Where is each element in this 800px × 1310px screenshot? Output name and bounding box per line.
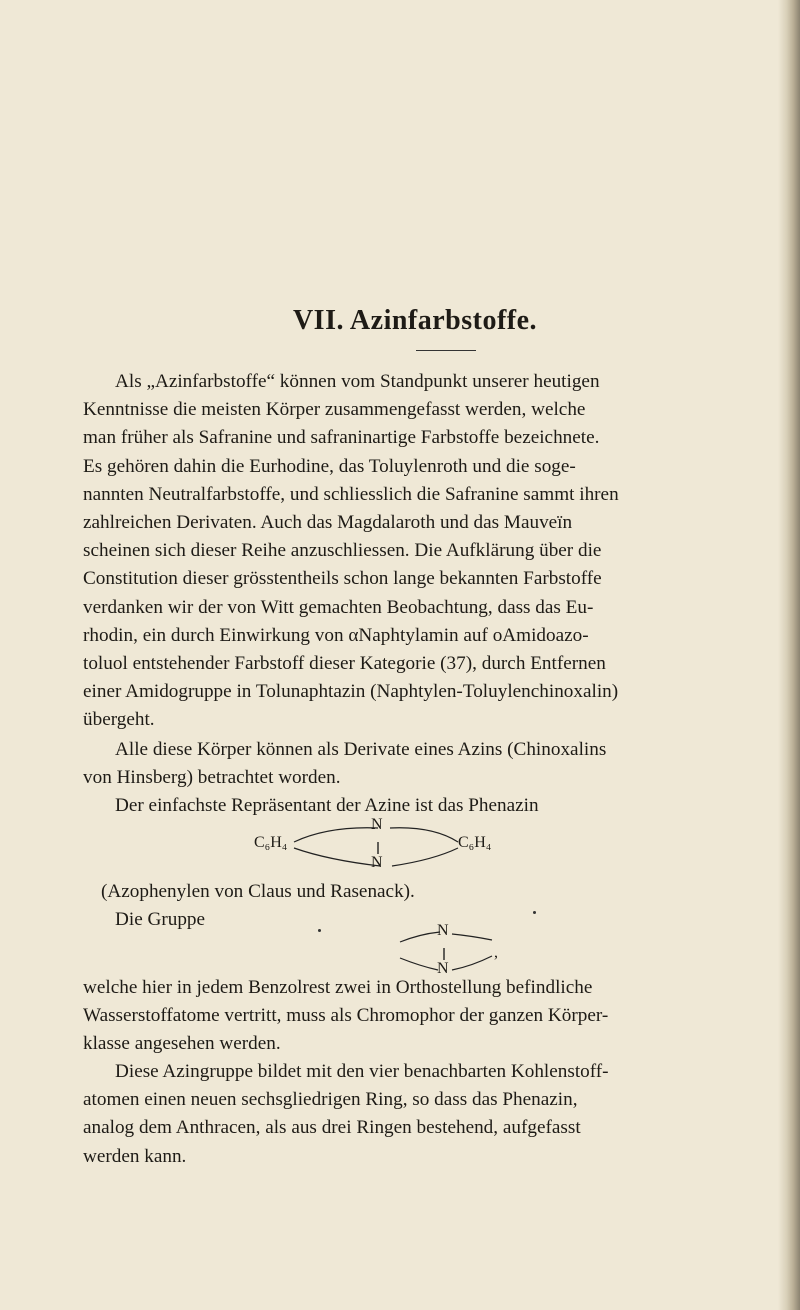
text-line: welche hier in jedem Benzolrest zwei in Orthostellung befindliche <box>83 977 593 998</box>
text-line: Kenntnisse die meisten Körper zusammengefasst werden, welche <box>83 399 586 421</box>
text-line: klasse angesehen werden. <box>83 1033 281 1055</box>
text-line: atomen einen neuen sechsgliedrigen Ring, so dass das Phenazin, <box>83 1089 578 1111</box>
text-line: zahlreichen Derivaten. Auch das Magdalaroth und das Mauveïn <box>83 512 573 534</box>
text-line: Die Gruppe <box>115 909 206 930</box>
text-line: nannten Neutralfarbstoffe, und schliesslich die Safranine sammt ihren <box>83 483 619 505</box>
ink-speck <box>533 911 536 914</box>
text-line: rhodin, ein durch Einwirkung von αNaphtylamin auf oAmidoazo- <box>83 624 589 646</box>
chapter-heading: VII. Azinfarbstoffe. <box>292 305 538 336</box>
text-line: man früher als Safranine und safraninartige Farbstoffe bezeichnete. <box>83 427 600 449</box>
formula-comma: , <box>494 944 498 961</box>
paragraph-phenazin <box>83 792 783 820</box>
text-line: Diese Azingruppe bildet mit den vier benachbarten Kohlenstoff- <box>115 1061 609 1082</box>
text-line: übergeht. <box>83 709 155 731</box>
text-line: Der einfachste Repräsentant der Azine ist das Phenazin <box>115 795 539 816</box>
paragraph-chromophor <box>83 974 783 1059</box>
heading-rule <box>416 350 476 351</box>
ink-speck <box>318 929 321 932</box>
formula-atom-n-top: N <box>371 816 383 833</box>
text-line: (Azophenylen von Claus und Rasenack). <box>101 881 415 902</box>
text-line: analog dem Anthracen, als aus drei Ringen bestehend, aufgefasst <box>83 1117 581 1139</box>
paragraph-derivates <box>83 736 783 792</box>
text-line: toluol entstehender Farbstoff dieser Kategorie (37), durch Entfernen <box>83 653 606 675</box>
text-line: scheinen sich dieser Reihe anzuschliessen. Die Aufklärung über die <box>83 540 602 562</box>
text-line: Es gehören dahin die Eurhodine, das Toluylenroth und die soge- <box>83 455 576 477</box>
formula-bonds <box>360 920 560 980</box>
text-line: Constitution dieser grösstentheils schon lange bekannten Farbstoffe <box>83 568 602 590</box>
formula-atom-n-top: N <box>437 922 449 939</box>
formula-group-right: C₆H₄ <box>458 834 492 851</box>
formula-atom-n-bottom: N <box>437 960 449 977</box>
paragraph-ring <box>83 1058 783 1171</box>
paragraph-intro <box>83 368 783 735</box>
text-line: einer Amidogruppe in Tolunaphtazin (Naphtylen-Toluylenchinoxalin) <box>83 681 619 703</box>
formula-group-left: C₆H₄ <box>254 834 288 851</box>
formula-atom-n-bottom: N <box>371 854 383 871</box>
text-line: verdanken wir der von Witt gemachten Beobachtung, dass das Eu- <box>83 596 594 618</box>
text-line: werden kann. <box>83 1145 187 1167</box>
phenazin-formula <box>228 816 508 880</box>
text-line: Alle diese Körper können als Derivate eines Azins (Chinoxalins <box>115 739 607 760</box>
text-line: Wasserstoffatome vertritt, muss als Chromophor der ganzen Körper- <box>83 1005 609 1027</box>
text-line: von Hinsberg) betrachtet worden. <box>83 767 341 789</box>
text-line: Als „Azinfarbstoffe“ können vom Standpunkt unserer heutigen <box>115 371 600 392</box>
paragraph-azophenylen <box>101 878 800 906</box>
azine-group-formula <box>360 920 560 980</box>
